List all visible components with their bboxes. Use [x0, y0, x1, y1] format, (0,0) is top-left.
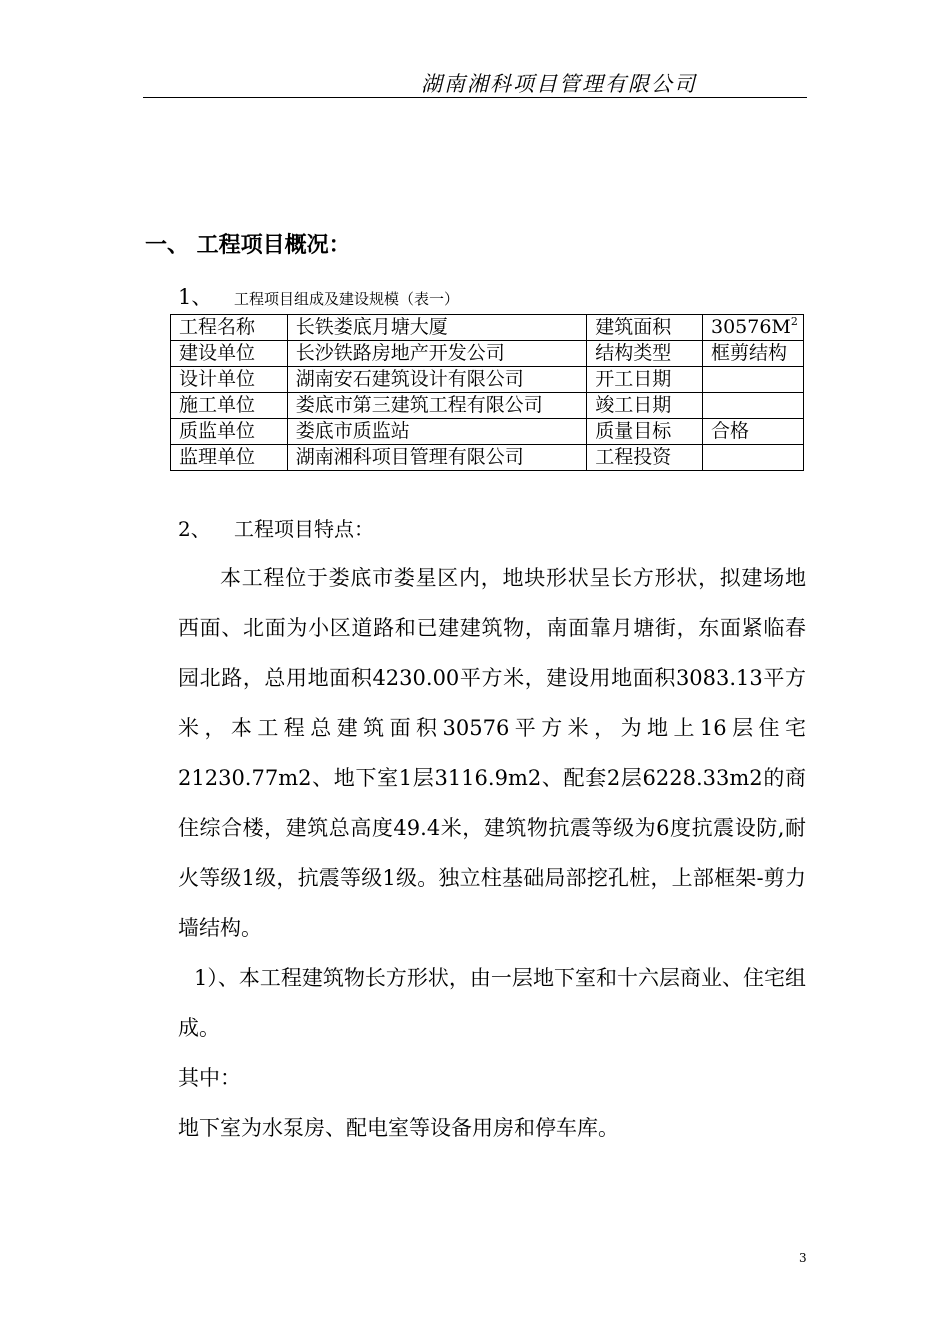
subsection-1-number: 1、 — [178, 285, 213, 309]
table-label-cell: 建筑面积 — [587, 315, 703, 341]
table-label-cell: 建设单位 — [171, 341, 288, 367]
table-label-cell: 施工单位 — [171, 393, 288, 419]
table-label-cell: 设计单位 — [171, 367, 288, 393]
table-label-cell: 工程名称 — [171, 315, 288, 341]
subsection-2-title: 工程项目特点： — [234, 517, 374, 541]
paragraph-basement: 地下室为水泵房、配电室等设备用房和停车库。 — [178, 1116, 619, 1140]
paragraph-building-composition: 1）、本工程建筑物长方形状，由一层地下室和十六层商业、住宅组成。 — [178, 966, 806, 1040]
table-value-cell: 湖南湘科项目管理有限公司 — [287, 445, 586, 471]
header-divider — [143, 97, 807, 98]
project-info-table — [170, 314, 804, 471]
table-row — [171, 393, 804, 419]
table-label-cell: 结构类型 — [587, 341, 703, 367]
unit-superscript: 2 — [790, 315, 798, 328]
table-caption: 工程项目组成及建设规模（表一） — [234, 290, 460, 308]
paragraph-project-overview: 本工程位于娄底市娄星区内，地块形状呈长方形状，拟建场地西面、北面为小区道路和已建建筑物，南面靠月塘街，东面紧临春园北路，总用地面积4230.00平方米，建设用地面积3083.13平方米，本工程总建筑面积30576平方米，为地上16层住宅21230.77m2、地下室1层3116.9m2、配套2层6228.33m2的商住综合楼，建筑总高度49.4米，建筑物抗震等级为6度抗震设防,耐火等级1级，抗震等级1级。独立柱基础局部挖孔桩，上部框架-剪力墙结构。 — [178, 566, 806, 940]
table-value-cell: 湖南安石建筑设计有限公司 — [287, 367, 586, 393]
table-value-cell: 长铁娄底月塘大厦 — [287, 315, 586, 341]
table-label-cell: 质量目标 — [587, 419, 703, 445]
table-row — [171, 367, 804, 393]
header-company-name: 湖南湘科项目管理有限公司 — [421, 72, 697, 96]
table-value-cell: 长沙铁路房地产开发公司 — [287, 341, 586, 367]
table-label-cell: 开工日期 — [587, 367, 703, 393]
section-title: 一、 工程项目概况： — [145, 233, 351, 258]
subsection-2-heading — [178, 513, 374, 542]
table-row — [171, 315, 804, 341]
table-row — [171, 419, 804, 445]
body-text — [178, 553, 806, 1153]
table-value-cell — [702, 445, 803, 471]
table-value-cell: 框剪结构 — [702, 341, 803, 367]
subsection-1-heading — [178, 281, 459, 311]
table-label-cell: 监理单位 — [171, 445, 288, 471]
table-value-cell: 娄底市质监站 — [287, 419, 586, 445]
table-label-cell: 质监单位 — [171, 419, 288, 445]
table-value-cell: 娄底市第三建筑工程有限公司 — [287, 393, 586, 419]
table-value-cell — [702, 393, 803, 419]
page-number: 3 — [799, 1251, 807, 1265]
table-value-cell — [702, 315, 803, 341]
table-value-cell: 合格 — [702, 419, 803, 445]
table-value-cell — [702, 367, 803, 393]
table-row — [171, 341, 804, 367]
paragraph-among-them: 其中： — [178, 1066, 241, 1090]
building-area-value: 30576M — [710, 316, 791, 338]
table-label-cell: 工程投资 — [587, 445, 703, 471]
table-row — [171, 445, 804, 471]
subsection-2-number: 2、 — [178, 517, 211, 541]
table-label-cell: 竣工日期 — [587, 393, 703, 419]
